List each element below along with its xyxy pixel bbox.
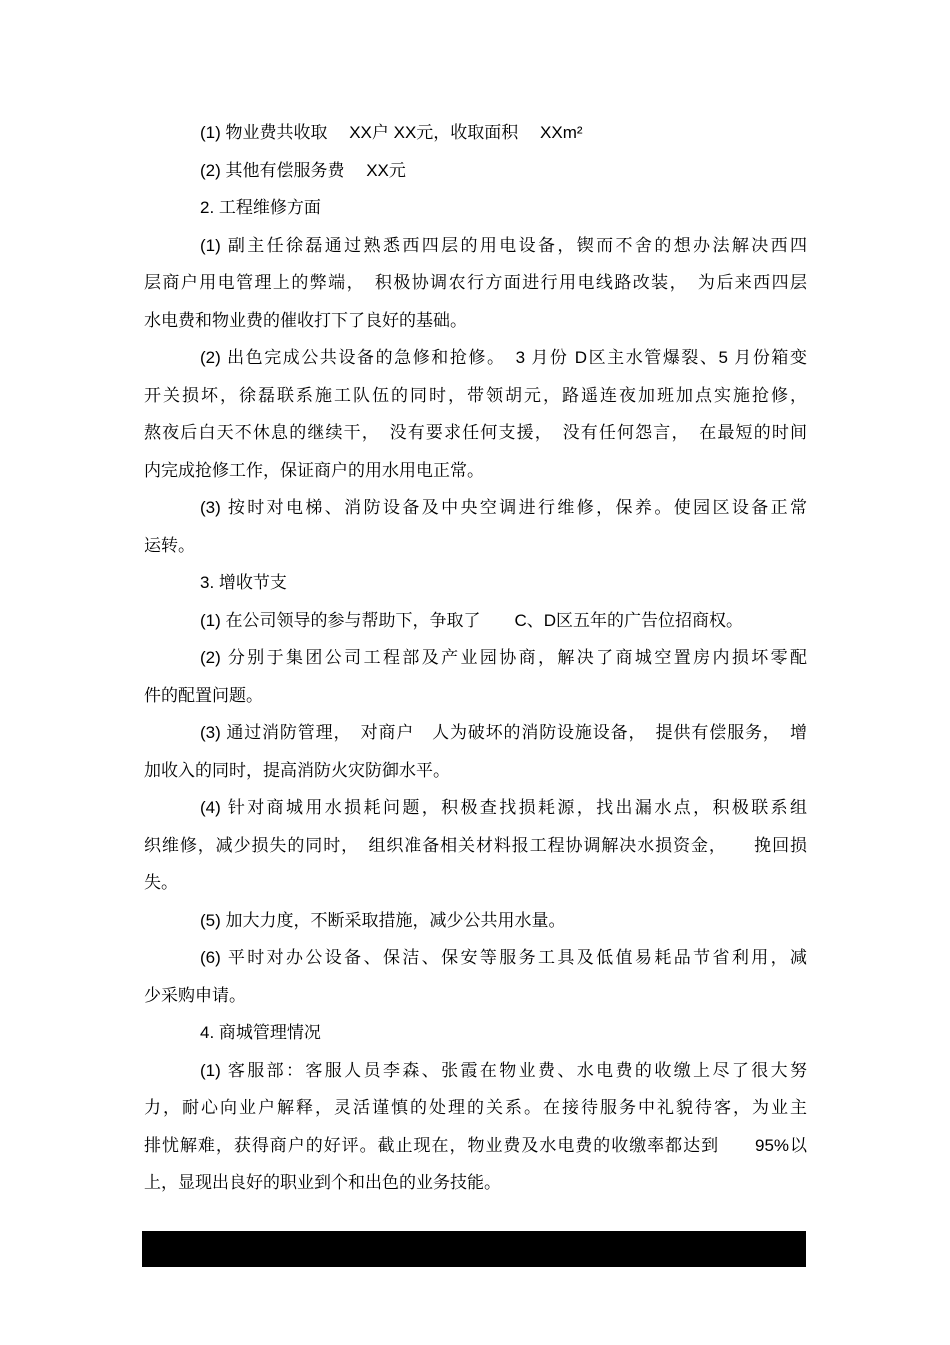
text-line: 失。	[144, 873, 178, 892]
text-line: 3. 增收节支	[200, 573, 287, 592]
text-line: 熬夜后白天不休息的继续干， 没有要求任何支援， 没有任何怨言， 在最短的时间	[144, 423, 807, 442]
text-line: 层商户用电管理上的弊端， 积极协调农行方面进行用电线路改装， 为后来西四层	[144, 273, 807, 292]
text-line: 开关损坏，徐磊联系施工队伍的同时，带领胡元，路遥连夜加班加点实施抢修，	[144, 385, 807, 405]
text-line: 运转。	[144, 535, 195, 555]
text-line: (1) 物业费共收取 XX户 XX元，收取面积 XXm²	[200, 123, 583, 142]
text-line: (1) 在公司领导的参与帮助下，争取了 C、D区五年的广告位招商权。	[200, 610, 744, 630]
text-line: 加收入的同时，提高消防火灾防御水平。	[144, 760, 450, 780]
text-line: 件的配置问题。	[144, 685, 263, 705]
text-line: (2) 出色完成公共设备的急修和抢修。 3 月份 D区主水管爆裂、5 月份箱变	[200, 348, 807, 367]
text-line: 少采购申请。	[144, 985, 246, 1005]
text-line: (3) 按时对电梯、消防设备及中央空调进行维修，保养。使园区设备正常	[200, 498, 807, 517]
text-line: 内完成抢修工作，保证商户的用水用电正常。	[144, 460, 484, 480]
text-line: (2) 分别于集团公司工程部及产业园协商，解决了商城空置房内损坏零配	[200, 648, 807, 667]
redacted-black-bar	[142, 1231, 806, 1267]
text-line: (5) 加大力度，不断采取措施，减少公共用水量。	[200, 910, 566, 930]
text-line: (1) 客服部：客服人员李森、张霞在物业费、水电费的收缴上尽了很大努	[200, 1060, 807, 1080]
text-line: (6) 平时对办公设备、保洁、保安等服务工具及低值易耗品节省利用，减	[200, 948, 807, 967]
text-line: 织维修，减少损失的同时， 组织准备相关材料报工程协调解决水损资金， 挽回损	[144, 835, 807, 855]
text-line: (2) 其他有偿服务费 XX元	[200, 160, 406, 180]
text-line: 排忧解难，获得商户的好评。截止现在，物业费及水电费的收缴率都达到 95%以	[144, 1135, 807, 1155]
text-line: 2. 工程维修方面	[200, 198, 321, 217]
text-line: (3) 通过消防管理， 对商户 人为破坏的消防设施设备， 提供有偿服务， 增	[200, 723, 807, 742]
document-body	[144, 114, 807, 1202]
text-line: (1) 副主任徐磊通过熟悉西四层的用电设备，锲而不舍的想办法解决西四	[200, 235, 807, 255]
text-line: 上，显现出良好的职业到个和出色的业务技能。	[144, 1173, 501, 1192]
text-line: (4) 针对商城用水损耗问题，积极查找损耗源，找出漏水点，积极联系组	[200, 798, 807, 817]
text-line: 4. 商城管理情况	[200, 1023, 321, 1042]
text-line: 水电费和物业费的催收打下了良好的基础。	[144, 310, 467, 330]
text-line: 力，耐心向业户解释，灵活谨慎的处理的关系。在接待服务中礼貌待客，为业主	[144, 1098, 807, 1117]
